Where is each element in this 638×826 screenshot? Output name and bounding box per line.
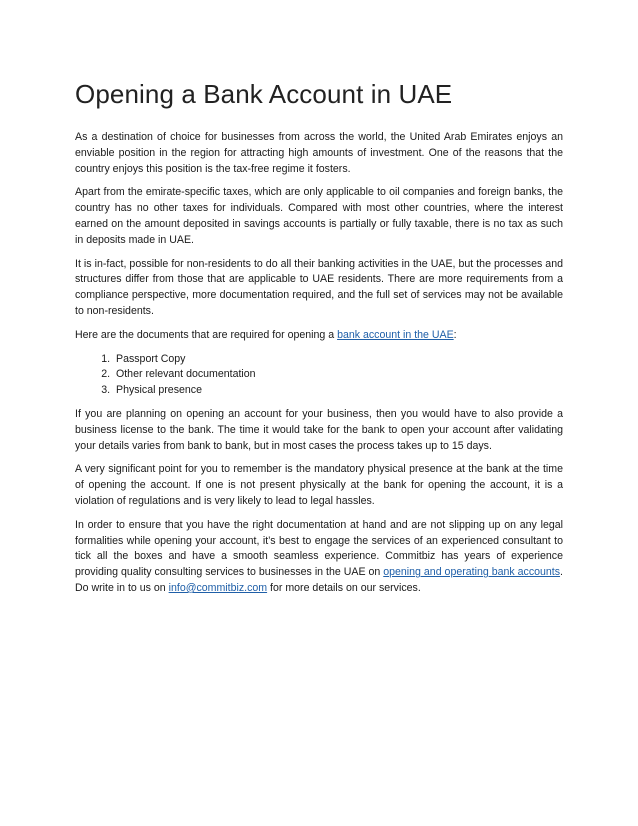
bank-account-link[interactable]: bank account in the UAE bbox=[337, 328, 454, 341]
documents-intro-colon: : bbox=[453, 328, 457, 341]
paragraph-documents-intro bbox=[75, 328, 563, 344]
email-link[interactable]: info@commitbiz.com bbox=[168, 581, 268, 594]
documents-list bbox=[75, 352, 563, 399]
page-title: Opening a Bank Account in UAE bbox=[75, 79, 453, 109]
consulting-text-end: for more details on our services. bbox=[267, 581, 421, 594]
paragraph-physical-presence: A very significant point for you to remember is the mandatory physical presence at the bank at the time of opening the account. If one is not present physically at the bank for opening the account, it is a violation of regulations and is very likely to lead to legal hassles. bbox=[75, 463, 563, 507]
list-item: 1. Passport Copy bbox=[113, 352, 563, 368]
consulting-text: In order to ensure that you have the right documentation at hand and are not slipping up on any legal formalities while opening your account, it’s best to engage the services of an experienced consultant to tick all the boxes and have a smooth seamless experience. Commitbiz has years of experience providing quality consulting services to businesses in the UAE on bbox=[75, 518, 563, 579]
paragraph-intro: As a destination of choice for businesses from across the world, the United Arab Emirates enjoys an enviable position in the region for attracting high amounts of investment. One of the reasons that the country enjoys this position is the tax-free regime it fosters. bbox=[75, 131, 563, 175]
paragraph-taxes: Apart from the emirate-specific taxes, which are only applicable to oil companies and foreign banks, the country has no other taxes for individuals. Compared with most other countries, where the interest earned on the amount deposited in savings accounts is partially or fully taxable, there is no tax as such in deposits made in UAE. bbox=[75, 186, 563, 246]
consulting-text-middle: . Do write in to us on bbox=[75, 566, 563, 594]
document-body bbox=[75, 78, 563, 605]
list-item: 3. Physical presence bbox=[113, 383, 563, 399]
list-item: 2. Other relevant documentation bbox=[113, 367, 563, 383]
opening-operating-link[interactable]: opening and operating bank accounts bbox=[383, 566, 561, 579]
paragraph-consulting bbox=[75, 518, 563, 597]
paragraph-business-license: If you are planning on opening an account for your business, then you would have to also provide a business license to the bank. The time it would take for the bank to open your account after validating your details varies from bank to bank, but in most cases the process takes up to 15 days. bbox=[75, 407, 563, 452]
paragraph-non-residents: It is in-fact, possible for non-residents to do all their banking activities in the UAE, but the processes and structures differ from those that are applicable to UAE residents. There are more requirements from a compliance perspective, more documentation required, and the full set of services may not be available to non-residents. bbox=[75, 257, 563, 317]
documents-intro-text: Here are the documents that are required for opening a bbox=[75, 328, 338, 341]
